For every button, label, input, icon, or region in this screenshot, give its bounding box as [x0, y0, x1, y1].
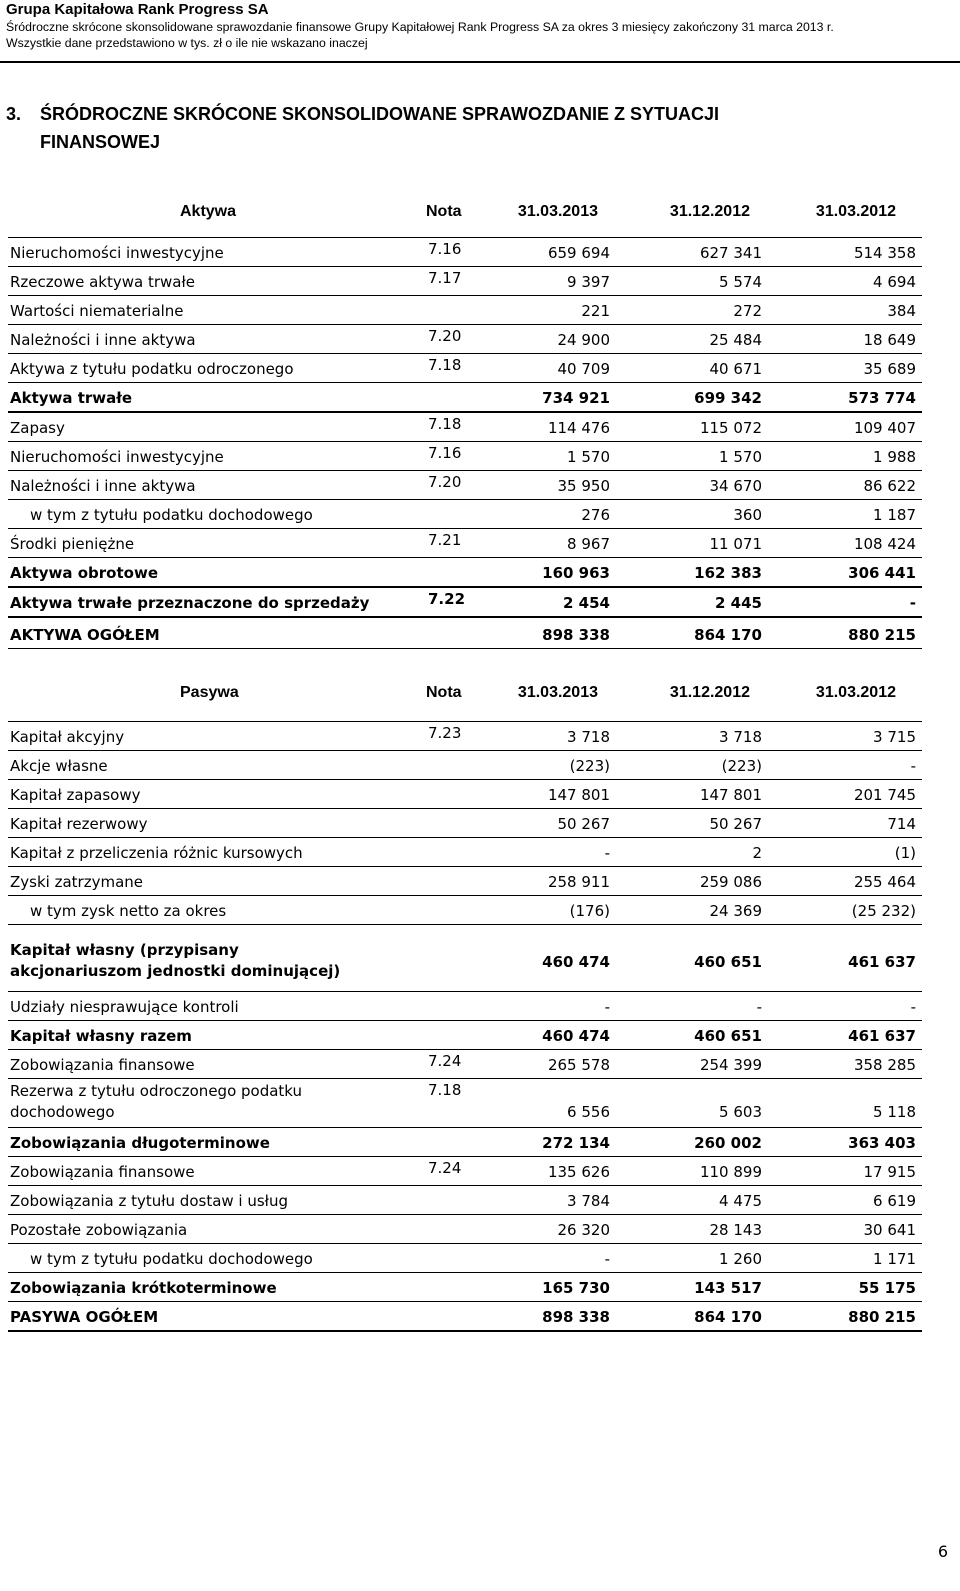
table-row — [8, 1302, 922, 1332]
cell-value-2: 1 260 — [719, 1250, 762, 1268]
row-nota: 7.16 — [428, 444, 462, 462]
cell-value-2: 260 002 — [694, 1134, 762, 1152]
table-row — [8, 1079, 922, 1128]
table-row — [8, 1215, 922, 1244]
row-label: Należności i inne aktywa — [10, 331, 196, 349]
table-row — [8, 1186, 922, 1215]
cell-value-2: 147 801 — [699, 786, 762, 804]
cell-value-2: 699 342 — [694, 389, 762, 407]
cell-value-1: 3 718 — [567, 728, 610, 746]
cell-value-1: 460 474 — [542, 1027, 610, 1045]
cell-value-3: 384 — [887, 302, 916, 320]
cell-value-2: 864 170 — [694, 626, 762, 644]
table-row — [8, 1128, 922, 1157]
row-label: Nieruchomości inwestycyjne — [10, 448, 224, 466]
row-nota: 7.16 — [428, 240, 462, 258]
report-title: Śródroczne skrócone skonsolidowane sprawozdanie finansowe Grupy Kapitałowej Rank Progress SA za okres 3 miesięcy zakończony 31 marca 2013 r. — [6, 20, 834, 34]
cell-value-1: 135 626 — [547, 1163, 610, 1181]
cell-value-1: - — [604, 1250, 610, 1268]
date-header-3: 31.03.2012 — [815, 684, 896, 701]
table-row — [8, 722, 922, 751]
table-row — [8, 588, 922, 618]
cell-value-3: 880 215 — [848, 626, 916, 644]
cell-value-3: (1) — [894, 844, 916, 862]
row-label-line2: akcjonariuszom jednostki dominującej) — [10, 962, 341, 980]
cell-value-1: 659 694 — [547, 244, 610, 262]
table-row — [8, 558, 922, 588]
cell-value-2: 864 170 — [694, 1308, 762, 1326]
row-nota: 7.17 — [428, 269, 462, 287]
cell-value-3: 1 187 — [873, 506, 916, 524]
row-label: Zapasy — [10, 419, 65, 437]
cell-value-1: 3 784 — [567, 1192, 610, 1210]
row-label: Środki pieniężne — [10, 535, 135, 553]
table-row — [8, 1050, 922, 1079]
date-header-2: 31.12.2012 — [669, 684, 750, 701]
cell-value-1: 8 967 — [567, 535, 610, 553]
table-row — [8, 442, 922, 471]
cell-value-3: - — [910, 757, 916, 775]
cell-value-3: - — [909, 594, 916, 612]
cell-value-2: 5 574 — [719, 273, 762, 291]
table-row — [8, 238, 922, 267]
table-row — [8, 780, 922, 809]
row-nota: 7.18 — [428, 356, 462, 374]
row-label: Udziały niesprawujące kontroli — [10, 998, 239, 1016]
date-header-1: 31.03.2013 — [517, 203, 598, 220]
cell-value-2: 28 143 — [709, 1221, 762, 1239]
table-row — [8, 618, 922, 649]
row-label: Aktywa trwałe przeznaczone do sprzedaży — [10, 594, 370, 612]
row-nota: 7.24 — [428, 1159, 462, 1177]
table-row — [8, 1273, 922, 1302]
row-label: Aktywa trwałe — [10, 389, 133, 407]
table-row — [8, 500, 922, 529]
liabilities-table — [8, 676, 922, 1332]
cell-value-2: 50 267 — [709, 815, 762, 833]
assets-column-header — [8, 195, 922, 223]
cell-value-2: 460 651 — [694, 953, 762, 971]
cell-value-2: 110 899 — [699, 1163, 762, 1181]
cell-value-1: (223) — [569, 757, 610, 775]
cell-value-1: 160 963 — [542, 564, 610, 582]
row-nota: 7.18 — [428, 1081, 462, 1099]
cell-value-1: 258 911 — [547, 873, 610, 891]
row-nota: 7.22 — [428, 590, 466, 608]
row-label: Zobowiązania finansowe — [10, 1163, 195, 1181]
cell-value-1: 1 570 — [567, 448, 610, 466]
cell-value-2: 115 072 — [699, 419, 762, 437]
row-nota: 7.23 — [428, 724, 462, 742]
cell-value-3: 573 774 — [848, 389, 916, 407]
cell-value-2: 259 086 — [699, 873, 762, 891]
nota-header: Nota — [426, 684, 462, 701]
cell-value-1: 221 — [581, 302, 610, 320]
table-row — [8, 896, 922, 925]
row-label: Kapitał rezerwowy — [10, 815, 148, 833]
cell-value-1: 35 950 — [557, 477, 610, 495]
cell-value-3: 306 441 — [848, 564, 916, 582]
row-label: PASYWA OGÓŁEM — [10, 1308, 159, 1326]
units-note: Wszystkie dane przedstawiono w tys. zł o ile nie wskazano inaczej — [6, 36, 368, 50]
cell-value-3: 201 745 — [853, 786, 916, 804]
nota-header: Nota — [426, 203, 462, 220]
table-row — [8, 471, 922, 500]
cell-value-2: 254 399 — [699, 1056, 762, 1074]
row-label: Zyski zatrzymane — [10, 873, 143, 891]
cell-value-3: 86 622 — [863, 477, 916, 495]
row-label: Należności i inne aktywa — [10, 477, 196, 495]
cell-value-2: 4 475 — [719, 1192, 762, 1210]
table-row — [8, 925, 922, 992]
cell-value-3: 880 215 — [848, 1308, 916, 1326]
table-row — [8, 296, 922, 325]
cell-value-2: 34 670 — [709, 477, 762, 495]
liabilities-label-header: Pasywa — [180, 684, 239, 701]
cell-value-1: 272 134 — [542, 1134, 610, 1152]
cell-value-1: - — [604, 844, 610, 862]
cell-value-3: 109 407 — [853, 419, 916, 437]
row-label: Aktywa obrotowe — [10, 564, 158, 582]
row-label-line2: dochodowego — [10, 1103, 115, 1121]
cell-value-3: 3 715 — [873, 728, 916, 746]
cell-value-1: 6 556 — [567, 1103, 610, 1121]
cell-value-3: 514 358 — [853, 244, 916, 262]
cell-value-3: 17 915 — [863, 1163, 916, 1181]
row-label: Pozostałe zobowiązania — [10, 1221, 188, 1239]
date-header-3: 31.03.2012 — [815, 203, 896, 220]
cell-value-2: 627 341 — [699, 244, 762, 262]
cell-value-1: 276 — [581, 506, 610, 524]
cell-value-1: 898 338 — [542, 626, 610, 644]
table-row — [8, 1157, 922, 1186]
cell-value-3: 18 649 — [863, 331, 916, 349]
table-row — [8, 325, 922, 354]
cell-value-2: 11 071 — [709, 535, 762, 553]
cell-value-3: 35 689 — [863, 360, 916, 378]
cell-value-3: 363 403 — [848, 1134, 916, 1152]
row-nota: 7.18 — [428, 415, 462, 433]
row-label: Zobowiązania finansowe — [10, 1056, 195, 1074]
row-label: Akcje własne — [10, 757, 108, 775]
row-label: Wartości niematerialne — [10, 302, 184, 320]
page-number: 6 — [937, 1542, 948, 1561]
cell-value-1: 9 397 — [567, 273, 610, 291]
cell-value-1: 114 476 — [547, 419, 610, 437]
row-label: Kapitał własny razem — [10, 1027, 192, 1045]
cell-value-2: 25 484 — [709, 331, 762, 349]
row-label: Rzeczowe aktywa trwałe — [10, 273, 195, 291]
table-row — [8, 809, 922, 838]
row-nota: 7.24 — [428, 1052, 462, 1070]
cell-value-2: 1 570 — [719, 448, 762, 466]
row-label: w tym zysk netto za okres — [30, 902, 227, 920]
row-label: Kapitał akcyjny — [10, 728, 125, 746]
cell-value-2: 24 369 — [709, 902, 762, 920]
row-label: w tym z tytułu podatku dochodowego — [30, 1250, 313, 1268]
page-header — [6, 0, 954, 51]
cell-value-2: 40 671 — [709, 360, 762, 378]
cell-value-3: 108 424 — [853, 535, 916, 553]
cell-value-3: 55 175 — [858, 1279, 916, 1297]
row-nota: 7.20 — [428, 473, 462, 491]
table-row — [8, 992, 922, 1021]
table-row — [8, 354, 922, 383]
table-row — [8, 1021, 922, 1050]
cell-value-1: 460 474 — [542, 953, 610, 971]
row-label — [10, 940, 340, 982]
cell-value-3: 714 — [887, 815, 916, 833]
row-label: Aktywa z tytułu podatku odroczonego — [10, 360, 294, 378]
row-label: Nieruchomości inwestycyjne — [10, 244, 224, 262]
cell-value-2: 143 517 — [694, 1279, 762, 1297]
section-title-line2: FINANSOWEJ — [40, 132, 161, 152]
table-row — [8, 838, 922, 867]
cell-value-3: 358 285 — [853, 1056, 916, 1074]
cell-value-3: 461 637 — [848, 953, 916, 971]
table-row — [8, 1244, 922, 1273]
section-number: 3. — [6, 104, 22, 124]
cell-value-2: - — [756, 998, 762, 1016]
table-row — [8, 529, 922, 558]
cell-value-3: 461 637 — [848, 1027, 916, 1045]
row-label: w tym z tytułu podatku dochodowego — [30, 506, 313, 524]
row-nota: 7.21 — [428, 531, 462, 549]
section-title — [6, 100, 906, 156]
cell-value-1: 734 921 — [542, 389, 610, 407]
row-label-line1: Kapitał własny (przypisany — [10, 941, 239, 959]
cell-value-2: 272 — [733, 302, 762, 320]
cell-value-1: - — [604, 998, 610, 1016]
row-label-line1: Rezerwa z tytułu odroczonego podatku — [10, 1082, 303, 1100]
cell-value-3: 1 988 — [873, 448, 916, 466]
row-label: AKTYWA OGÓŁEM — [10, 626, 160, 644]
cell-value-3: - — [910, 998, 916, 1016]
row-label: Zobowiązania krótkoterminowe — [10, 1279, 277, 1297]
cell-value-3: 255 464 — [853, 873, 916, 891]
cell-value-1: 898 338 — [542, 1308, 610, 1326]
cell-value-2: 460 651 — [694, 1027, 762, 1045]
date-header-2: 31.12.2012 — [669, 203, 750, 220]
table-row — [8, 751, 922, 780]
cell-value-1: 2 454 — [563, 594, 610, 612]
cell-value-3: 30 641 — [863, 1221, 916, 1239]
liabilities-column-header — [8, 676, 922, 704]
cell-value-1: 40 709 — [557, 360, 610, 378]
cell-value-3: 4 694 — [873, 273, 916, 291]
cell-value-2: 2 — [752, 844, 762, 862]
assets-table — [8, 195, 922, 649]
row-label: Zobowiązania długoterminowe — [10, 1134, 270, 1152]
row-nota: 7.20 — [428, 327, 462, 345]
cell-value-1: 26 320 — [557, 1221, 610, 1239]
cell-value-1: 24 900 — [557, 331, 610, 349]
cell-value-2: 360 — [733, 506, 762, 524]
table-row — [8, 383, 922, 413]
cell-value-2: 3 718 — [719, 728, 762, 746]
cell-value-2: (223) — [721, 757, 762, 775]
cell-value-1: 147 801 — [547, 786, 610, 804]
cell-value-3: 6 619 — [873, 1192, 916, 1210]
cell-value-2: 2 445 — [715, 594, 762, 612]
cell-value-1: 50 267 — [557, 815, 610, 833]
row-label: Zobowiązania z tytułu dostaw i usług — [10, 1192, 288, 1210]
table-row — [8, 867, 922, 896]
cell-value-1: 165 730 — [542, 1279, 610, 1297]
cell-value-3: 5 118 — [873, 1103, 916, 1121]
cell-value-3: (25 232) — [851, 902, 916, 920]
row-label: Kapitał z przeliczenia różnic kursowych — [10, 844, 303, 862]
table-row — [8, 267, 922, 296]
row-label: Kapitał zapasowy — [10, 786, 141, 804]
header-divider — [0, 61, 960, 63]
cell-value-1: (176) — [569, 902, 610, 920]
cell-value-2: 162 383 — [694, 564, 762, 582]
table-row — [8, 413, 922, 442]
cell-value-2: 5 603 — [719, 1103, 762, 1121]
cell-value-1: 265 578 — [547, 1056, 610, 1074]
row-label — [10, 1081, 302, 1123]
company-name: Grupa Kapitałowa Rank Progress SA — [6, 1, 269, 18]
date-header-1: 31.03.2013 — [517, 684, 598, 701]
cell-value-3: 1 171 — [873, 1250, 916, 1268]
section-title-line1: ŚRÓDROCZNE SKRÓCONE SKONSOLIDOWANE SPRAWOZDANIE Z SYTUACJI — [40, 104, 720, 124]
assets-label-header: Aktywa — [180, 203, 237, 220]
